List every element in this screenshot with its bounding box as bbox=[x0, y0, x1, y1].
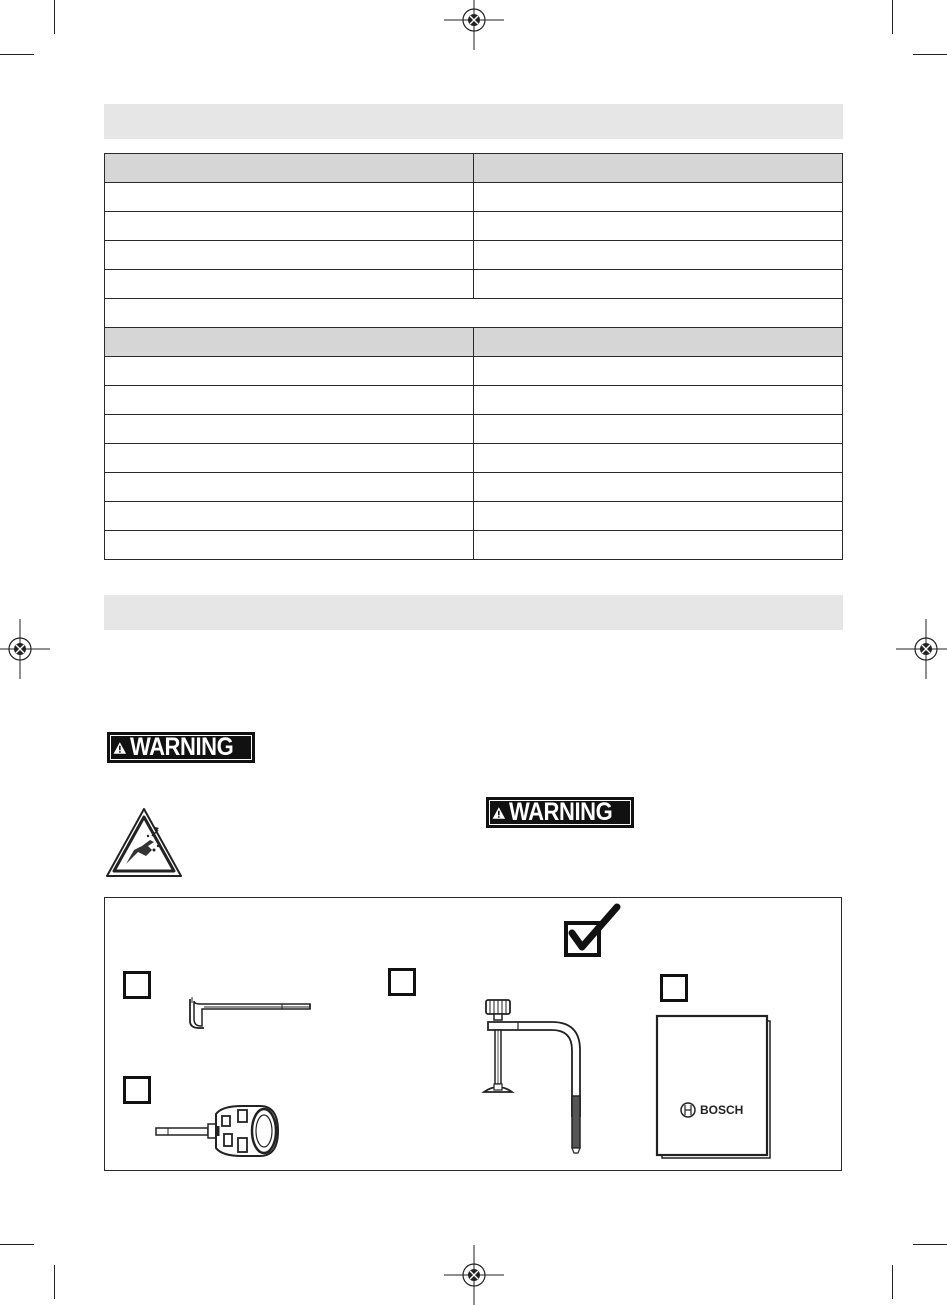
table-cell bbox=[105, 386, 474, 415]
manual-brand-text: BOSCH bbox=[700, 1103, 744, 1117]
table-cell bbox=[105, 212, 474, 241]
table-cell bbox=[474, 531, 843, 560]
warning-label: WARNING bbox=[129, 733, 233, 761]
checkmark-box-icon bbox=[562, 903, 622, 959]
checkbox-clamp[interactable] bbox=[388, 968, 416, 996]
table-cell bbox=[105, 270, 474, 299]
registration-mark-top bbox=[444, 0, 504, 50]
crop-mark-top-right-h bbox=[913, 54, 947, 55]
flying-debris-hazard-icon bbox=[104, 806, 184, 880]
crop-mark-top-right-v bbox=[892, 0, 893, 34]
table-cell bbox=[105, 328, 474, 357]
table-row bbox=[105, 183, 843, 212]
table-row bbox=[105, 270, 843, 299]
table-cell bbox=[105, 241, 474, 270]
warning-label: WARNING bbox=[508, 798, 612, 826]
exclamation-triangle-icon bbox=[113, 737, 127, 759]
table-cell bbox=[474, 473, 843, 502]
table-row bbox=[105, 531, 843, 560]
table-row bbox=[105, 473, 843, 502]
table-cell bbox=[105, 531, 474, 560]
table-cell bbox=[474, 212, 843, 241]
table-cell bbox=[474, 386, 843, 415]
table-cell bbox=[105, 473, 474, 502]
operating-manual-icon bbox=[654, 1013, 774, 1161]
table-header-row bbox=[105, 328, 843, 357]
table-cell bbox=[105, 183, 474, 212]
section-header-unpacking bbox=[104, 595, 843, 630]
table-cell bbox=[105, 502, 474, 531]
registration-mark-bottom bbox=[444, 1245, 504, 1305]
specifications-table bbox=[104, 153, 843, 560]
table-row bbox=[105, 502, 843, 531]
chuck-key-icon bbox=[152, 1102, 282, 1158]
table-cell bbox=[474, 415, 843, 444]
table-row bbox=[105, 241, 843, 270]
table-cell bbox=[474, 154, 843, 183]
checkbox-manual[interactable] bbox=[660, 974, 688, 1002]
table-cell bbox=[474, 502, 843, 531]
checkbox-hex-key[interactable] bbox=[123, 971, 151, 999]
crop-mark-bottom-left-h bbox=[0, 1244, 34, 1245]
warning-badge-2 bbox=[486, 797, 634, 828]
table-cell bbox=[105, 357, 474, 386]
table-cell bbox=[105, 415, 474, 444]
table-row bbox=[105, 386, 843, 415]
crop-mark-bottom-right-v bbox=[892, 1265, 893, 1299]
table-span-row bbox=[105, 299, 843, 328]
table-cell bbox=[474, 328, 843, 357]
table-header-row bbox=[105, 154, 843, 183]
table-row bbox=[105, 415, 843, 444]
table-cell bbox=[474, 270, 843, 299]
table-cell bbox=[105, 299, 843, 328]
table-cell bbox=[474, 444, 843, 473]
crop-mark-top-left-v bbox=[54, 0, 55, 34]
hold-down-clamp-icon bbox=[480, 998, 590, 1156]
exclamation-triangle-icon bbox=[492, 802, 506, 824]
table-row bbox=[105, 357, 843, 386]
table-cell bbox=[105, 154, 474, 183]
warning-badge-1 bbox=[107, 732, 255, 763]
hex-key-icon bbox=[182, 995, 317, 1031]
registration-mark-right bbox=[896, 619, 947, 679]
table-cell bbox=[474, 357, 843, 386]
crop-mark-bottom-left-v bbox=[54, 1265, 55, 1299]
section-header-specifications bbox=[104, 104, 843, 139]
table-cell bbox=[474, 183, 843, 212]
table-row bbox=[105, 212, 843, 241]
registration-mark-left bbox=[0, 619, 50, 679]
table-cell bbox=[105, 444, 474, 473]
table-cell bbox=[474, 241, 843, 270]
crop-mark-bottom-right-h bbox=[913, 1244, 947, 1245]
table-row bbox=[105, 444, 843, 473]
checkbox-chuck-key[interactable] bbox=[123, 1076, 151, 1104]
crop-mark-top-left-h bbox=[0, 54, 34, 55]
